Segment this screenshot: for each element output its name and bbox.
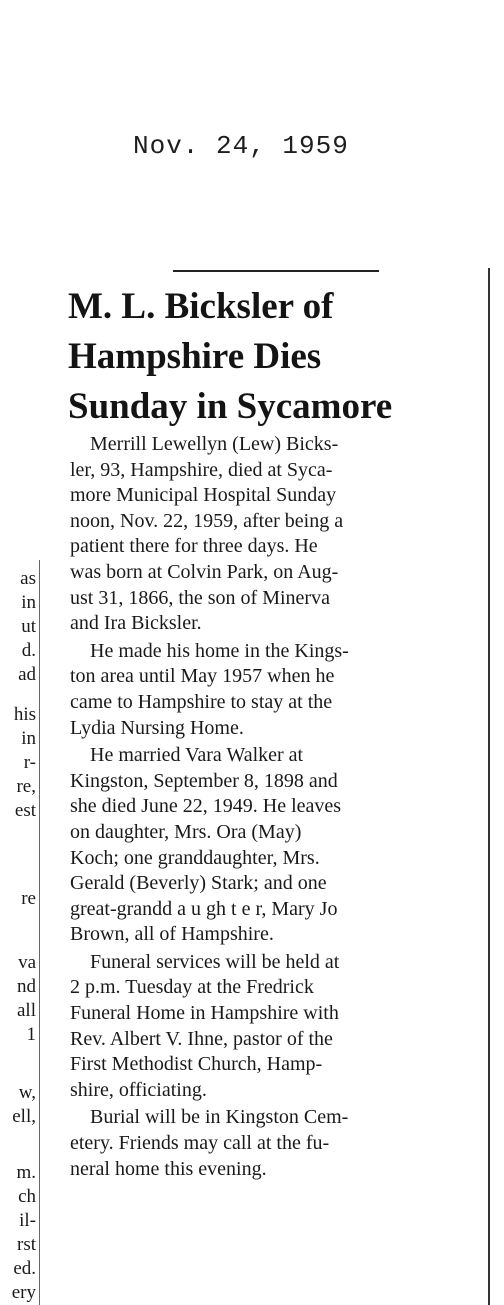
body-line: Gerald (Beverly) Stark; and one — [70, 872, 327, 895]
paragraph-2 — [70, 639, 484, 741]
headline-line: Sunday in Sycamore — [68, 386, 393, 427]
body-line: noon, Nov. 22, 1959, after being a — [70, 509, 344, 532]
column-fragment: d. — [21, 640, 36, 661]
body-line: Funeral Home in Hampshire with — [70, 1002, 339, 1025]
clipping-date: Nov. 24, 1959 — [133, 131, 349, 161]
body-line: Merrill Lewellyn (Lew) Bicks- — [90, 433, 339, 455]
body-line: He made his home in the Kings- — [90, 639, 349, 662]
column-fragment: ad — [18, 664, 36, 685]
body-line: Kingston, September 8, 1898 and — [70, 769, 338, 792]
body-line: 2 p.m. Tuesday at the Fredrick — [70, 976, 314, 999]
body-line: she died June 22, 1949. He leaves — [70, 795, 342, 818]
column-fragment: ed. — [13, 1258, 36, 1279]
column-fragment: rst — [17, 1234, 36, 1255]
obituary-body — [70, 432, 484, 1184]
paragraph-4 — [70, 950, 484, 1104]
column-fragment: ery — [11, 1282, 36, 1303]
body-line: was born at Colvin Park, on Aug- — [70, 560, 339, 583]
body-line: neral home this evening. — [70, 1157, 267, 1180]
column-fragment: il- — [19, 1210, 36, 1231]
paragraph-5 — [70, 1105, 484, 1182]
body-line: First Methodist Church, Hamp- — [70, 1053, 323, 1076]
column-fragment: his — [13, 704, 36, 725]
body-line: patient there for three days. He — [70, 535, 318, 558]
column-fragment: in — [21, 592, 36, 613]
column-fragment: ut — [21, 616, 36, 637]
body-line: Burial will be in Kingston Cem- — [90, 1106, 349, 1129]
column-fragment: ch — [18, 1186, 36, 1207]
column-fragment: ell, — [12, 1106, 36, 1127]
column-fragment: as — [20, 568, 36, 589]
body-line: came to Hampshire to stay at the — [70, 690, 333, 713]
body-line: ton area until May 1957 when he — [70, 665, 335, 688]
body-line: He married Vara Walker at — [90, 744, 304, 767]
body-line: ler, 93, Hampshire, died at Syca- — [70, 458, 333, 481]
body-line: more Municipal Hospital Sunday — [70, 484, 337, 507]
headline-line: M. L. Bicksler of — [68, 286, 334, 327]
body-line: Rev. Albert V. Ihne, pastor of the — [70, 1027, 333, 1050]
body-line: shire, officiating. — [70, 1078, 207, 1101]
column-fragment: 1 — [26, 1024, 36, 1045]
column-fragment: nd — [17, 976, 36, 997]
column-border-left — [39, 560, 40, 1305]
paragraph-3 — [70, 743, 484, 948]
body-line: and Ira Bicksler. — [70, 612, 202, 635]
body-line: Koch; one granddaughter, Mrs. — [70, 846, 320, 869]
column-fragment: re — [21, 888, 36, 909]
column-fragment: r- — [23, 752, 36, 773]
body-line: Funeral services will be held at — [90, 950, 340, 973]
column-fragment: est — [14, 800, 36, 821]
headline — [68, 282, 488, 432]
body-line: Brown, all of Hampshire. — [70, 923, 274, 946]
column-fragment: w, — [18, 1082, 36, 1103]
paragraph-1 — [70, 432, 484, 637]
body-line: great-grandd a u gh t e r, Mary Jo — [70, 897, 338, 920]
body-line: etery. Friends may call at the fu- — [70, 1132, 330, 1155]
column-fragment: all — [17, 1000, 36, 1021]
body-line: Lydia Nursing Home. — [70, 716, 244, 739]
body-line: ust 31, 1866, the son of Minerva — [70, 586, 330, 609]
column-fragment: in — [21, 728, 36, 749]
headline-line: Hampshire Dies — [68, 336, 322, 377]
column-fragment: va — [18, 952, 36, 973]
column-border-right — [488, 268, 490, 1305]
headline-rule — [173, 270, 379, 272]
column-fragment: m. — [16, 1162, 36, 1183]
column-fragment: re, — [16, 776, 36, 797]
body-line: on daughter, Mrs. Ora (May) — [70, 820, 302, 843]
